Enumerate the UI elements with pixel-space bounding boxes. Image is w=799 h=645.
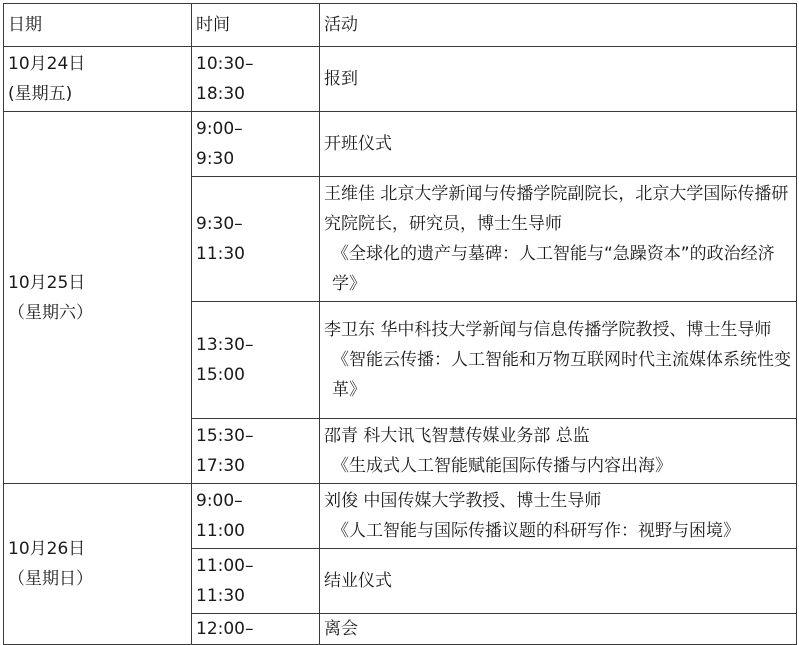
date-cell bbox=[4, 484, 192, 645]
time-cell bbox=[192, 614, 320, 645]
date-text: 10月25日 bbox=[8, 272, 86, 293]
date-cell bbox=[4, 112, 192, 484]
talk-title: 《人工智能与国际传播议题的科研写作：视野与困境》 bbox=[332, 521, 740, 541]
speaker-info: 王维佳 北京大学新闻与传播学院副院长，北京大学国际传播研究院院长，研究员，博士生导师 bbox=[324, 184, 789, 234]
weekday-text: （星期六） bbox=[8, 302, 93, 323]
activity-cell: 离会 bbox=[320, 614, 797, 645]
time-start: 10:30– bbox=[196, 54, 254, 74]
header-time: 时间 bbox=[192, 4, 320, 47]
weekday-text: （星期日） bbox=[8, 569, 93, 589]
activity-cell bbox=[320, 419, 797, 484]
time-cell bbox=[192, 549, 320, 614]
date-text: 10月24日 bbox=[8, 54, 86, 74]
table-row bbox=[4, 47, 797, 112]
header-activity: 活动 bbox=[320, 4, 797, 47]
speaker-info: 邵青 科大讯飞智慧传媒业务部 总监 bbox=[324, 426, 590, 446]
date-cell bbox=[4, 47, 192, 112]
time-cell bbox=[192, 47, 320, 112]
activity-cell bbox=[320, 302, 797, 419]
speaker-info: 李卫东 华中科技大学新闻与信息传播学院教授、博士生导师 bbox=[324, 320, 772, 340]
time-end: 18:30 bbox=[196, 84, 245, 104]
time-end: 15:00 bbox=[196, 365, 245, 385]
date-text: 10月26日 bbox=[8, 539, 86, 559]
time-cell bbox=[192, 177, 320, 302]
header-date: 日期 bbox=[4, 4, 192, 47]
table-row bbox=[4, 484, 797, 549]
time-cell bbox=[192, 419, 320, 484]
time-end: 11:30 bbox=[196, 586, 245, 606]
time-start: 12:00– bbox=[196, 619, 254, 639]
activity-cell bbox=[320, 484, 797, 549]
weekday-text: (星期五) bbox=[8, 84, 73, 104]
time-start: 13:30– bbox=[196, 335, 254, 355]
talk-title: 《智能云传播：人工智能和万物互联网时代主流媒体系统性变革》 bbox=[332, 350, 791, 400]
activity-cell bbox=[320, 177, 797, 302]
time-end: 11:00 bbox=[196, 521, 245, 541]
activity-cell: 结业仪式 bbox=[320, 549, 797, 614]
schedule-table bbox=[3, 3, 797, 645]
time-end: 17:30 bbox=[196, 456, 245, 476]
table-row bbox=[4, 112, 797, 177]
talk-title: 《生成式人工智能赋能国际传播与内容出海》 bbox=[332, 456, 672, 476]
time-start: 9:30– bbox=[196, 214, 243, 234]
talk-title: 《全球化的遗产与墓碑：人工智能与“急躁资本”的政治经济学》 bbox=[332, 244, 775, 294]
time-start: 11:00– bbox=[196, 556, 254, 576]
time-start: 9:00– bbox=[196, 119, 243, 139]
time-cell bbox=[192, 302, 320, 419]
time-end: 9:30 bbox=[196, 149, 235, 169]
speaker-info: 刘俊 中国传媒大学教授、博士生导师 bbox=[324, 491, 602, 511]
activity-cell: 开班仪式 bbox=[320, 112, 797, 177]
time-end: 11:30 bbox=[196, 244, 245, 264]
activity-cell: 报到 bbox=[320, 47, 797, 112]
time-start: 9:00– bbox=[196, 491, 243, 511]
time-cell bbox=[192, 484, 320, 549]
time-cell bbox=[192, 112, 320, 177]
time-start: 15:30– bbox=[196, 426, 254, 446]
table-header-row bbox=[4, 4, 797, 47]
